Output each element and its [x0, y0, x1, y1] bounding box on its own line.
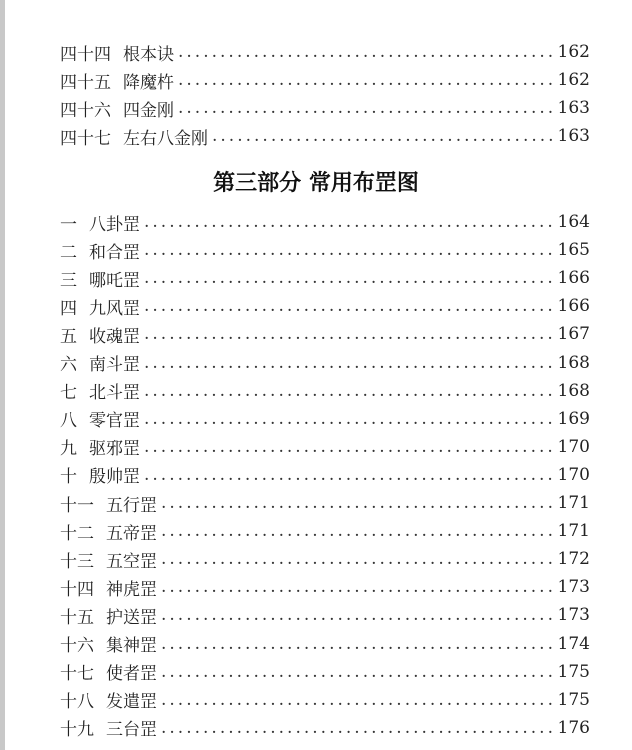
entry-number: 十四: [60, 579, 94, 600]
entry-title: 零官罡: [89, 411, 140, 432]
toc-entry[interactable]: [60, 433, 590, 461]
dot-leader: [144, 324, 554, 344]
toc-entry[interactable]: [60, 686, 590, 714]
entry-page: 167: [557, 324, 590, 345]
entry-title: 哪吒罡: [89, 270, 140, 291]
entry-page: 175: [557, 661, 590, 682]
entry-number: 四十五: [60, 72, 111, 93]
entry-number: 九: [60, 439, 77, 460]
entry-number: 八: [60, 411, 77, 432]
entry-title: 降魔杵: [123, 72, 174, 93]
entry-page: 175: [557, 689, 590, 710]
toc-entry[interactable]: [60, 545, 590, 573]
entry-title: 使者罡: [106, 664, 157, 685]
toc-entry[interactable]: [60, 405, 590, 433]
dot-leader: [161, 493, 554, 513]
entry-title: 南斗罡: [89, 355, 140, 375]
entry-title: 八卦罡: [89, 214, 140, 235]
entry-title: 驱邪罡: [89, 439, 140, 460]
entry-number: 四十四: [60, 44, 111, 65]
toc-entry[interactable]: [60, 320, 590, 348]
entry-number: 六: [60, 355, 77, 375]
toc-entry[interactable]: [60, 236, 590, 264]
entry-title: 五帝罡: [106, 523, 157, 544]
entry-title: 北斗罡: [89, 383, 140, 404]
entry-page: 168: [557, 380, 590, 401]
entry-page: 176: [557, 717, 590, 738]
entry-title: 五空罡: [106, 551, 157, 572]
entry-number: 三: [60, 270, 77, 291]
entry-page: 173: [557, 605, 590, 626]
entry-page: 174: [557, 633, 590, 654]
entry-number: 十一: [60, 495, 94, 516]
dot-leader: [144, 268, 554, 288]
dot-leader: [178, 70, 554, 90]
dot-leader: [161, 634, 554, 654]
entry-title: 和合罡: [89, 242, 140, 263]
toc-entry[interactable]: [60, 658, 590, 686]
entry-page: 171: [557, 521, 590, 542]
toc-entry[interactable]: [60, 264, 590, 292]
page-edge: [0, 0, 5, 750]
toc-entry[interactable]: [60, 517, 590, 545]
entry-title: 左右八金刚: [123, 128, 208, 149]
toc-entry[interactable]: [60, 489, 590, 517]
dot-leader: [178, 42, 554, 62]
entry-title: 三台罡: [106, 720, 157, 741]
entry-title: 五行罡: [106, 495, 157, 516]
entry-number: 十九: [60, 720, 94, 741]
entry-page: 166: [557, 268, 590, 289]
dot-leader: [144, 212, 554, 232]
entry-number: 十六: [60, 636, 94, 656]
entry-page: 163: [557, 126, 590, 147]
entry-title: 九风罡: [89, 298, 140, 319]
dot-leader: [178, 98, 554, 118]
entry-page: 165: [557, 240, 590, 261]
entry-title: 发遣罡: [106, 692, 157, 713]
toc-entry[interactable]: [60, 208, 590, 236]
entry-page: 163: [557, 98, 590, 119]
dot-leader: [144, 381, 554, 401]
entry-number: 十二: [60, 523, 94, 544]
toc-entry[interactable]: [60, 601, 590, 629]
entry-page: 164: [557, 212, 590, 232]
section-heading: 第三部分 常用布罡图: [213, 171, 419, 196]
toc-entry[interactable]: [60, 122, 590, 150]
entry-page: 170: [557, 436, 590, 457]
entry-page: 169: [557, 408, 590, 429]
entry-number: 十: [60, 467, 77, 488]
entry-page: 172: [557, 549, 590, 570]
toc-entry[interactable]: [60, 377, 590, 405]
entry-page: 168: [557, 352, 590, 373]
toc-entry[interactable]: [60, 38, 590, 66]
dot-leader: [161, 662, 554, 682]
entry-title: 神虎罡: [106, 579, 157, 600]
entry-number: 一: [60, 214, 77, 235]
dot-leader: [161, 605, 554, 625]
entry-number: 十五: [60, 607, 94, 628]
entry-title: 根本诀: [123, 44, 174, 65]
entry-number: 二: [60, 242, 77, 263]
entry-title: 四金刚: [123, 100, 174, 121]
dot-leader: [161, 718, 554, 738]
dot-leader: [161, 521, 554, 541]
dot-leader: [144, 240, 554, 260]
dot-leader: [161, 577, 554, 597]
entry-page: 166: [557, 296, 590, 317]
dot-leader: [144, 296, 554, 316]
entry-page: 171: [557, 493, 590, 513]
dot-leader: [161, 549, 554, 569]
entry-title: 护送罡: [106, 607, 157, 628]
toc-entry[interactable]: [60, 630, 590, 658]
toc-entry[interactable]: [60, 66, 590, 94]
toc-entry[interactable]: [60, 714, 590, 742]
dot-leader: [144, 353, 554, 373]
entry-page: 162: [557, 70, 590, 91]
entry-number: 四十六: [60, 100, 111, 121]
toc-entry[interactable]: [60, 573, 590, 601]
toc-entry[interactable]: [60, 292, 590, 320]
entry-page: 173: [557, 577, 590, 598]
entry-number: 十三: [60, 551, 94, 572]
entry-title: 收魂罡: [89, 326, 140, 347]
entry-page: 170: [557, 464, 590, 485]
entry-number: 五: [60, 326, 77, 347]
entry-number: 四: [60, 298, 77, 319]
dot-leader: [161, 690, 554, 710]
entry-number: 十七: [60, 664, 94, 685]
entry-title: 殷帅罡: [89, 467, 140, 488]
entry-page: 162: [557, 42, 590, 62]
toc-entry[interactable]: [60, 349, 590, 377]
dot-leader: [144, 465, 554, 485]
dot-leader: [212, 126, 554, 146]
dot-leader: [144, 409, 554, 429]
entry-number: 十八: [60, 692, 94, 713]
entry-number: 七: [60, 383, 77, 404]
toc-entry[interactable]: [60, 461, 590, 489]
dot-leader: [144, 437, 554, 457]
entry-title: 集神罡: [106, 636, 157, 656]
entry-number: 四十七: [60, 128, 111, 149]
toc-entry[interactable]: [60, 94, 590, 122]
